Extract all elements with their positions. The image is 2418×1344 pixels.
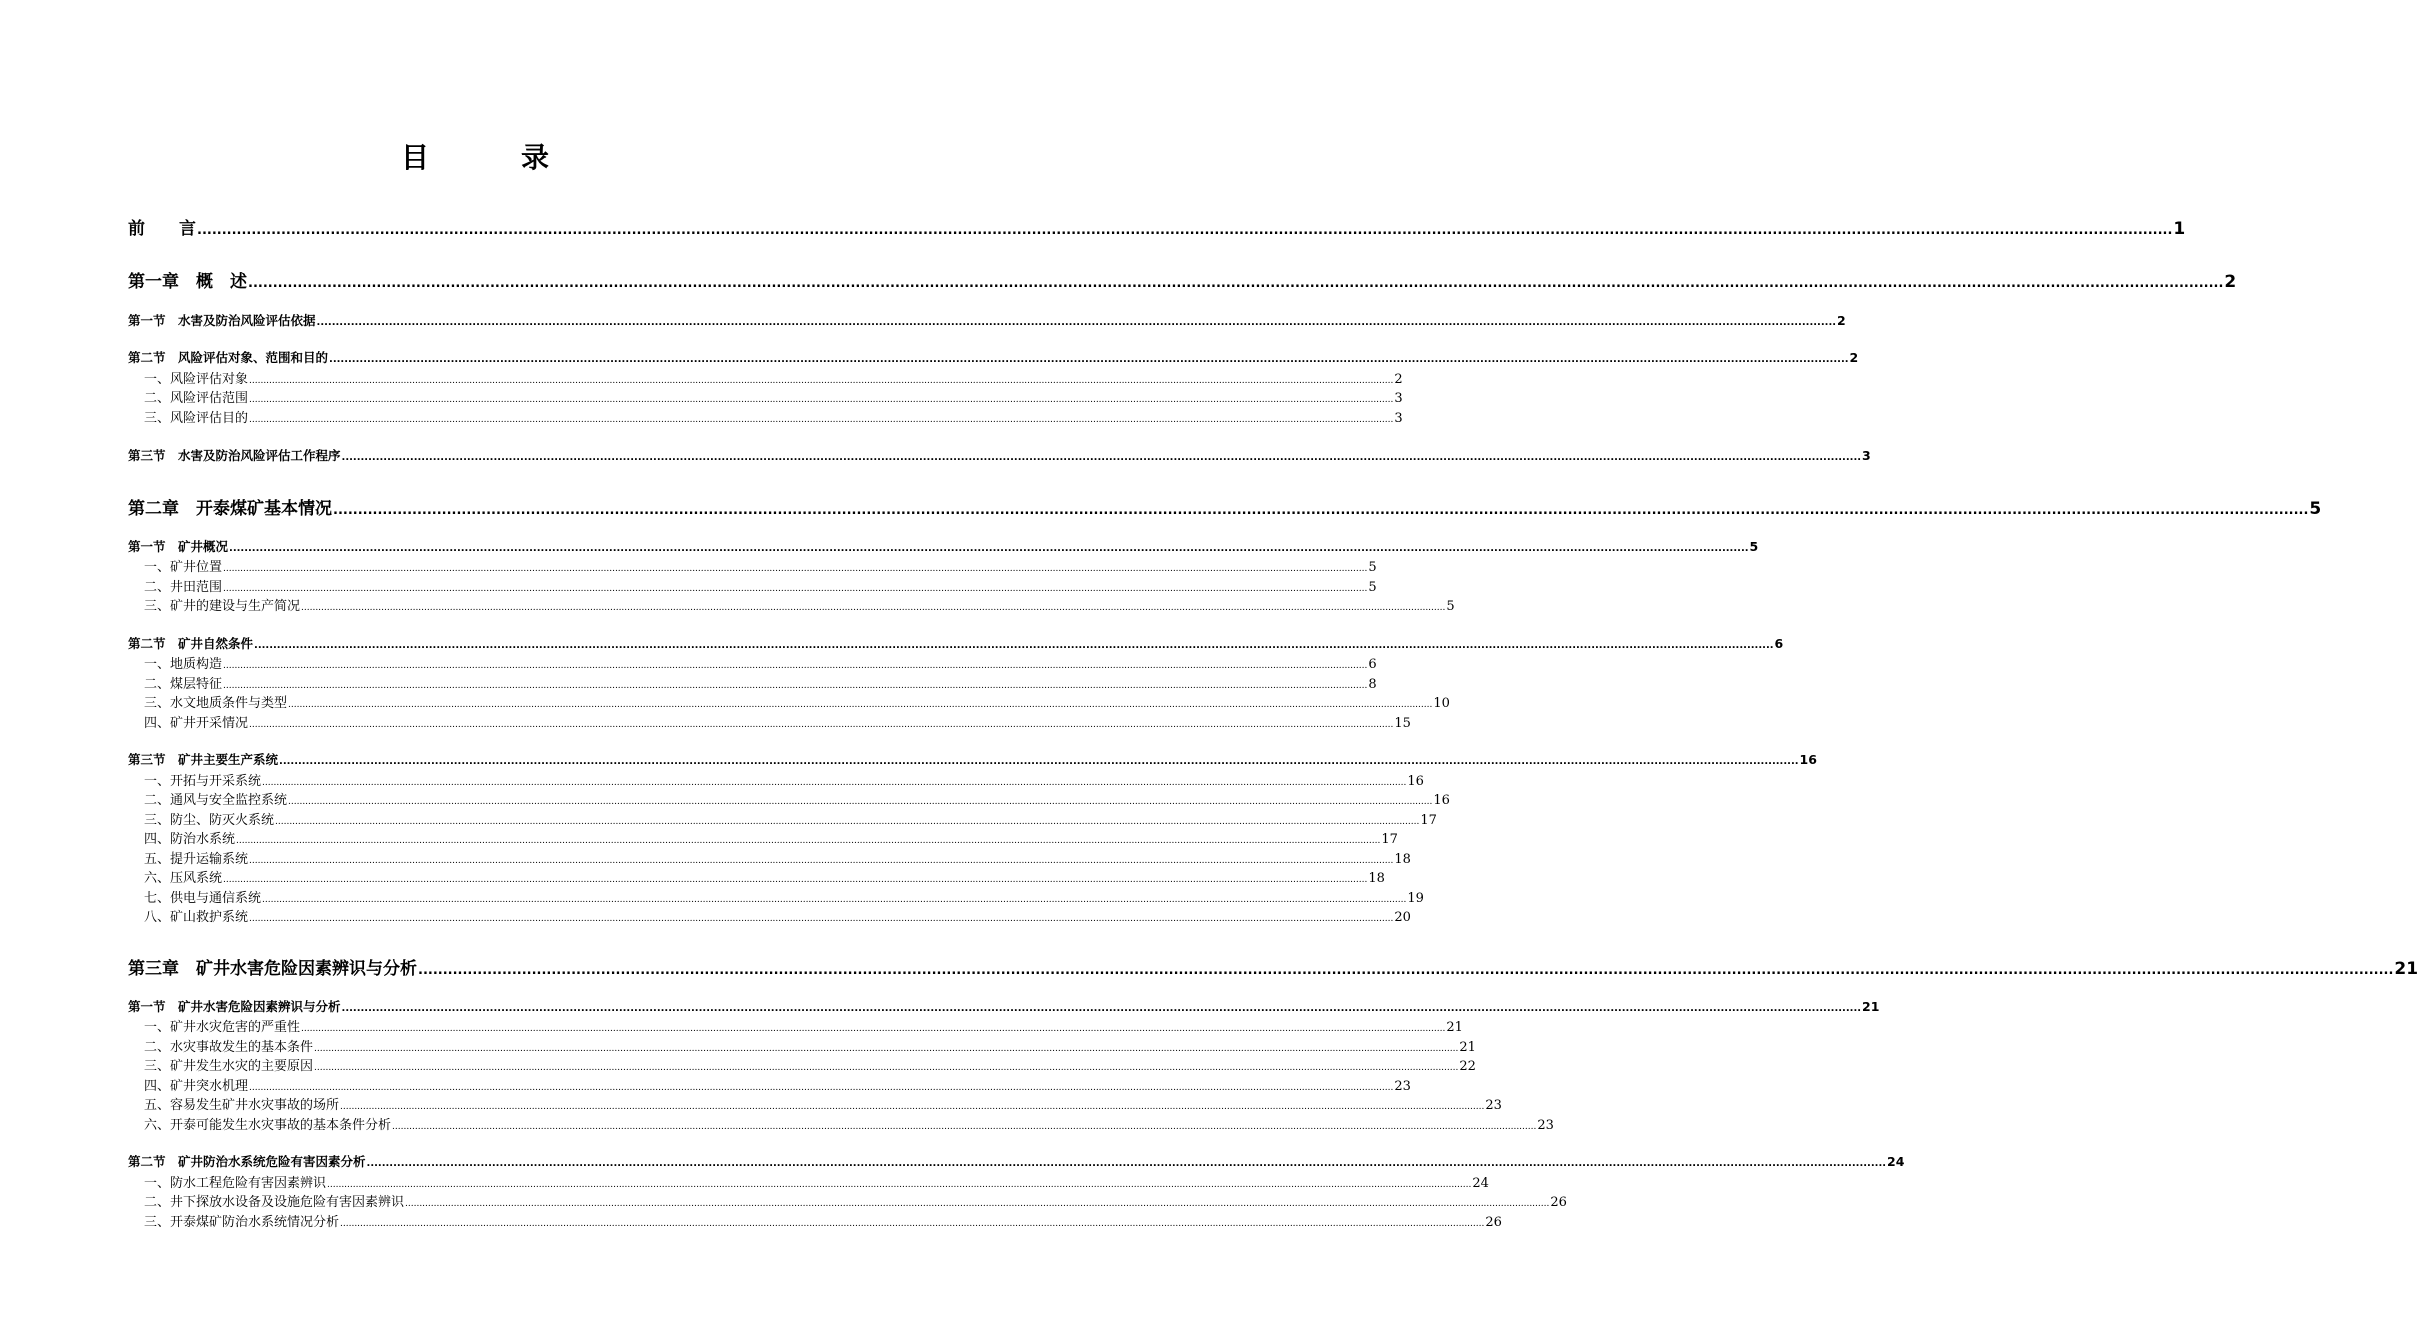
- toc-subsection-entry[interactable]: [128, 653, 1377, 672]
- toc-section-entry[interactable]: [128, 750, 1817, 767]
- toc-entry-label: 一、风险评估对象: [144, 372, 249, 387]
- toc-leader-dots: ................................................................................................................................................................................................................................................................................................................................................................................................................: [418, 963, 2394, 978]
- toc-subsection-entry[interactable]: [128, 407, 1403, 426]
- toc-leader-dots: ................................................................................................................................................................................................................................................................................................................................................................................................................: [223, 584, 1368, 594]
- toc-section-entry[interactable]: [128, 446, 1871, 463]
- toc-page-number: 10: [1433, 696, 1450, 711]
- toc-leader-dots: ................................................................................................................................................................................................................................................................................................................................................................................................................: [340, 1102, 1485, 1112]
- toc-subsection-entry[interactable]: [128, 848, 1411, 867]
- toc-entry-label: 一、地质构造: [144, 657, 223, 672]
- toc-page-number: 16: [1799, 752, 1817, 767]
- toc-page-number: 23: [1537, 1118, 1554, 1133]
- toc-page-number: 2: [1849, 350, 1859, 365]
- toc-chapter-entry[interactable]: [128, 267, 2237, 292]
- toc-leader-dots: ................................................................................................................................................................................................................................................................................................................................................................................................................: [314, 1044, 1459, 1054]
- toc-page-number: 2: [2224, 272, 2237, 292]
- toc-leader-dots: ................................................................................................................................................................................................................................................................................................................................................................................................................: [327, 1180, 1472, 1190]
- toc-subsection-entry[interactable]: [128, 1211, 1502, 1230]
- toc-leader-dots: ................................................................................................................................................................................................................................................................................................................................................................................................................: [223, 564, 1368, 574]
- toc-subsection-entry[interactable]: [128, 770, 1424, 789]
- toc-leader-dots: ................................................................................................................................................................................................................................................................................................................................................................................................................: [392, 1122, 1537, 1132]
- toc-chapter-entry[interactable]: [128, 494, 2322, 519]
- toc-entry-label: 第三章 矿井水害危险因素辨识与分析: [128, 959, 417, 979]
- toc-leader-dots: ................................................................................................................................................................................................................................................................................................................................................................................................................: [197, 223, 2173, 238]
- toc-subsection-entry[interactable]: [128, 1016, 1463, 1035]
- toc-leader-dots: ................................................................................................................................................................................................................................................................................................................................................................................................................: [229, 543, 1749, 554]
- toc-section-entry[interactable]: [128, 537, 1759, 554]
- toc-subsection-entry[interactable]: [128, 867, 1385, 886]
- toc-subsection-entry[interactable]: [128, 906, 1411, 925]
- toc-entry-label: 第二章 开泰煤矿基本情况: [128, 499, 332, 519]
- toc-entry-label: 第三节 水害及防治风险评估工作程序: [128, 448, 341, 463]
- toc-entry-label: 第一节 水害及防治风险评估依据: [128, 313, 316, 328]
- toc-entry-label: 二、井下探放水设备及设施危险有害因素辨识: [144, 1195, 405, 1210]
- toc-leader-dots: ................................................................................................................................................................................................................................................................................................................................................................................................................: [249, 395, 1394, 405]
- toc-subsection-entry[interactable]: [128, 692, 1450, 711]
- toc-page-number: 19: [1407, 891, 1424, 906]
- toc-entry-label: 三、矿井发生水灾的主要原因: [144, 1059, 314, 1074]
- toc-page-number: 5: [2309, 499, 2322, 519]
- toc-entry-label: 七、供电与通信系统: [144, 891, 262, 906]
- toc-page-number: 6: [1368, 657, 1377, 672]
- toc-entry-label: 四、矿井开采情况: [144, 716, 249, 731]
- toc-section-entry[interactable]: [128, 634, 1784, 651]
- toc-page-number: 3: [1862, 448, 1871, 463]
- toc-leader-dots: ................................................................................................................................................................................................................................................................................................................................................................................................................: [262, 895, 1407, 905]
- toc-entry-label: 四、防治水系统: [144, 832, 236, 847]
- toc-leader-dots: ................................................................................................................................................................................................................................................................................................................................................................................................................: [279, 756, 1799, 767]
- toc-leader-dots: ................................................................................................................................................................................................................................................................................................................................................................................................................: [223, 875, 1368, 885]
- toc-entry-label: 二、水灾事故发生的基本条件: [144, 1040, 314, 1055]
- toc-page-number: 3: [1394, 391, 1403, 406]
- toc-leader-dots: ................................................................................................................................................................................................................................................................................................................................................................................................................: [329, 354, 1849, 365]
- toc-entry-label: 第二节 矿井自然条件: [128, 636, 254, 651]
- toc-leader-dots: ................................................................................................................................................................................................................................................................................................................................................................................................................: [301, 603, 1446, 613]
- toc-section-entry[interactable]: [128, 1152, 1905, 1169]
- toc-page-number: 5: [1446, 599, 1455, 614]
- toc-leader-dots: ................................................................................................................................................................................................................................................................................................................................................................................................................: [249, 376, 1394, 386]
- toc-leader-dots: ................................................................................................................................................................................................................................................................................................................................................................................................................: [288, 797, 1433, 807]
- toc-page-number: 24: [1887, 1154, 1905, 1169]
- toc-subsection-entry[interactable]: [128, 576, 1377, 595]
- toc-section-entry[interactable]: [128, 311, 1846, 328]
- toc-subsection-entry[interactable]: [128, 1191, 1567, 1210]
- toc-subsection-entry[interactable]: [128, 1055, 1476, 1074]
- toc-leader-dots: ................................................................................................................................................................................................................................................................................................................................................................................................................: [249, 415, 1394, 425]
- toc-page-number: 1: [2173, 219, 2186, 239]
- toc-chapter-entry[interactable]: [128, 214, 2186, 239]
- toc-subsection-entry[interactable]: [128, 789, 1450, 808]
- toc-entry-label: 三、防尘、防灭火系统: [144, 813, 275, 828]
- toc-leader-dots: ................................................................................................................................................................................................................................................................................................................................................................................................................: [405, 1199, 1550, 1209]
- toc-leader-dots: ................................................................................................................................................................................................................................................................................................................................................................................................................: [275, 817, 1420, 827]
- toc-leader-dots: ................................................................................................................................................................................................................................................................................................................................................................................................................: [223, 661, 1368, 671]
- table-of-contents: [128, 0, 2418, 1344]
- toc-page-number: 20: [1394, 910, 1411, 925]
- toc-leader-dots: ................................................................................................................................................................................................................................................................................................................................................................................................................: [262, 778, 1407, 788]
- toc-page-number: 3: [1394, 411, 1403, 426]
- toc-subsection-entry[interactable]: [128, 1094, 1502, 1113]
- toc-entry-label: 三、矿井的建设与生产简况: [144, 599, 301, 614]
- toc-entry-label: 三、水文地质条件与类型: [144, 696, 288, 711]
- toc-subsection-entry[interactable]: [128, 712, 1411, 731]
- toc-page-number: 8: [1368, 677, 1377, 692]
- toc-page-number: 2: [1837, 313, 1846, 328]
- toc-subsection-entry[interactable]: [128, 1114, 1554, 1133]
- toc-page-number: 26: [1550, 1195, 1567, 1210]
- toc-entry-label: 二、井田范围: [144, 580, 223, 595]
- toc-page-number: 26: [1485, 1215, 1502, 1230]
- toc-section-entry[interactable]: [128, 348, 1859, 365]
- toc-entry-label: 一、矿井水灾危害的严重性: [144, 1020, 301, 1035]
- toc-entry-label: 三、风险评估目的: [144, 411, 249, 426]
- toc-leader-dots: ................................................................................................................................................................................................................................................................................................................................................................................................................: [249, 856, 1394, 866]
- toc-subsection-entry[interactable]: [128, 368, 1403, 387]
- toc-subsection-entry[interactable]: [128, 887, 1424, 906]
- toc-page-number: 15: [1394, 716, 1411, 731]
- toc-entry-label: 第二节 风险评估对象、范围和目的: [128, 350, 329, 365]
- toc-entry-label: 第三节 矿井主要生产系统: [128, 752, 279, 767]
- toc-subsection-entry[interactable]: [128, 809, 1437, 828]
- toc-leader-dots: ................................................................................................................................................................................................................................................................................................................................................................................................................: [254, 640, 1774, 651]
- toc-chapter-entry[interactable]: [128, 954, 2418, 979]
- toc-page-number: 21: [1459, 1040, 1476, 1055]
- toc-leader-dots: ................................................................................................................................................................................................................................................................................................................................................................................................................: [340, 1219, 1485, 1229]
- toc-page-number: 22: [1459, 1059, 1476, 1074]
- toc-entry-label: 六、压风系统: [144, 871, 223, 886]
- toc-leader-dots: ................................................................................................................................................................................................................................................................................................................................................................................................................: [223, 681, 1368, 691]
- toc-page-number: 16: [1433, 793, 1450, 808]
- toc-subsection-entry[interactable]: [128, 828, 1398, 847]
- toc-page-number: 21: [1862, 999, 1880, 1014]
- toc-title-left: 目: [400, 141, 429, 174]
- toc-leader-dots: ................................................................................................................................................................................................................................................................................................................................................................................................................: [249, 1083, 1394, 1093]
- toc-entry-label: 六、开泰可能发生水灾事故的基本条件分析: [144, 1118, 392, 1133]
- toc-page-number: 6: [1774, 636, 1784, 651]
- toc-entry-label: 一、矿井位置: [144, 560, 223, 575]
- toc-leader-dots: ................................................................................................................................................................................................................................................................................................................................................................................................................: [248, 276, 2224, 291]
- toc-subsection-entry[interactable]: [128, 1036, 1476, 1055]
- toc-leader-dots: ................................................................................................................................................................................................................................................................................................................................................................................................................: [301, 1024, 1446, 1034]
- toc-entry-label: 二、通风与安全监控系统: [144, 793, 288, 808]
- toc-section-entry[interactable]: [128, 997, 1880, 1014]
- toc-subsection-entry[interactable]: [128, 1172, 1489, 1191]
- toc-entry-label: 五、提升运输系统: [144, 852, 249, 867]
- toc-leader-dots: ................................................................................................................................................................................................................................................................................................................................................................................................................: [314, 1063, 1459, 1073]
- toc-page-number: 5: [1368, 580, 1377, 595]
- toc-page-number: 23: [1394, 1079, 1411, 1094]
- toc-leader-dots: ................................................................................................................................................................................................................................................................................................................................................................................................................: [333, 503, 2309, 518]
- toc-entry-label: 第一节 矿井水害危险因素辨识与分析: [128, 999, 341, 1014]
- toc-subsection-entry[interactable]: [128, 1075, 1411, 1094]
- toc-page-number: 16: [1407, 774, 1424, 789]
- toc-leader-dots: ................................................................................................................................................................................................................................................................................................................................................................................................................: [316, 317, 1837, 328]
- toc-page-number: 18: [1368, 871, 1385, 886]
- toc-page-number: 5: [1749, 539, 1759, 554]
- toc-page-number: 21: [1446, 1020, 1463, 1035]
- toc-page-number: 5: [1368, 560, 1377, 575]
- toc-page-number: 2: [1394, 372, 1403, 387]
- toc-entry-label: 三、开泰煤矿防治水系统情况分析: [144, 1215, 340, 1230]
- toc-title-right: 录: [521, 141, 550, 174]
- toc-page-number: 17: [1381, 832, 1398, 847]
- toc-entry-label: 二、煤层特征: [144, 677, 223, 692]
- toc-subsection-entry[interactable]: [128, 673, 1377, 692]
- toc-page-number: 18: [1394, 852, 1411, 867]
- toc-entry-label: 一、开拓与开采系统: [144, 774, 262, 789]
- toc-page-number: 17: [1420, 813, 1437, 828]
- toc-entry-label: 五、容易发生矿井水灾事故的场所: [144, 1098, 340, 1113]
- toc-leader-dots: ................................................................................................................................................................................................................................................................................................................................................................................................................: [288, 700, 1433, 710]
- toc-entry-label: 第一节 矿井概况: [128, 539, 229, 554]
- toc-page-number: 21: [2394, 959, 2418, 979]
- toc-leader-dots: ................................................................................................................................................................................................................................................................................................................................................................................................................: [366, 1158, 1887, 1169]
- toc-leader-dots: ................................................................................................................................................................................................................................................................................................................................................................................................................: [249, 720, 1394, 730]
- toc-page-number: 23: [1485, 1098, 1502, 1113]
- toc-leader-dots: ................................................................................................................................................................................................................................................................................................................................................................................................................: [341, 1003, 1862, 1014]
- toc-leader-dots: ................................................................................................................................................................................................................................................................................................................................................................................................................: [341, 452, 1862, 463]
- toc-subsection-entry[interactable]: [128, 595, 1455, 614]
- toc-leader-dots: ................................................................................................................................................................................................................................................................................................................................................................................................................: [249, 914, 1394, 924]
- toc-entry-label: 二、风险评估范围: [144, 391, 249, 406]
- toc-entry-label: 一、防水工程危险有害因素辨识: [144, 1176, 327, 1191]
- toc-entry-label: 第一章 概 述: [128, 272, 247, 292]
- toc-entry-label: 前 言: [128, 219, 196, 239]
- toc-page-number: 24: [1472, 1176, 1489, 1191]
- toc-entry-label: 第二节 矿井防治水系统危险有害因素分析: [128, 1154, 366, 1169]
- toc-leader-dots: ................................................................................................................................................................................................................................................................................................................................................................................................................: [236, 836, 1381, 846]
- toc-entry-label: 八、矿山救护系统: [144, 910, 249, 925]
- toc-entry-label: 四、矿井突水机理: [144, 1079, 249, 1094]
- toc-subsection-entry[interactable]: [128, 556, 1377, 575]
- toc-subsection-entry[interactable]: [128, 387, 1403, 406]
